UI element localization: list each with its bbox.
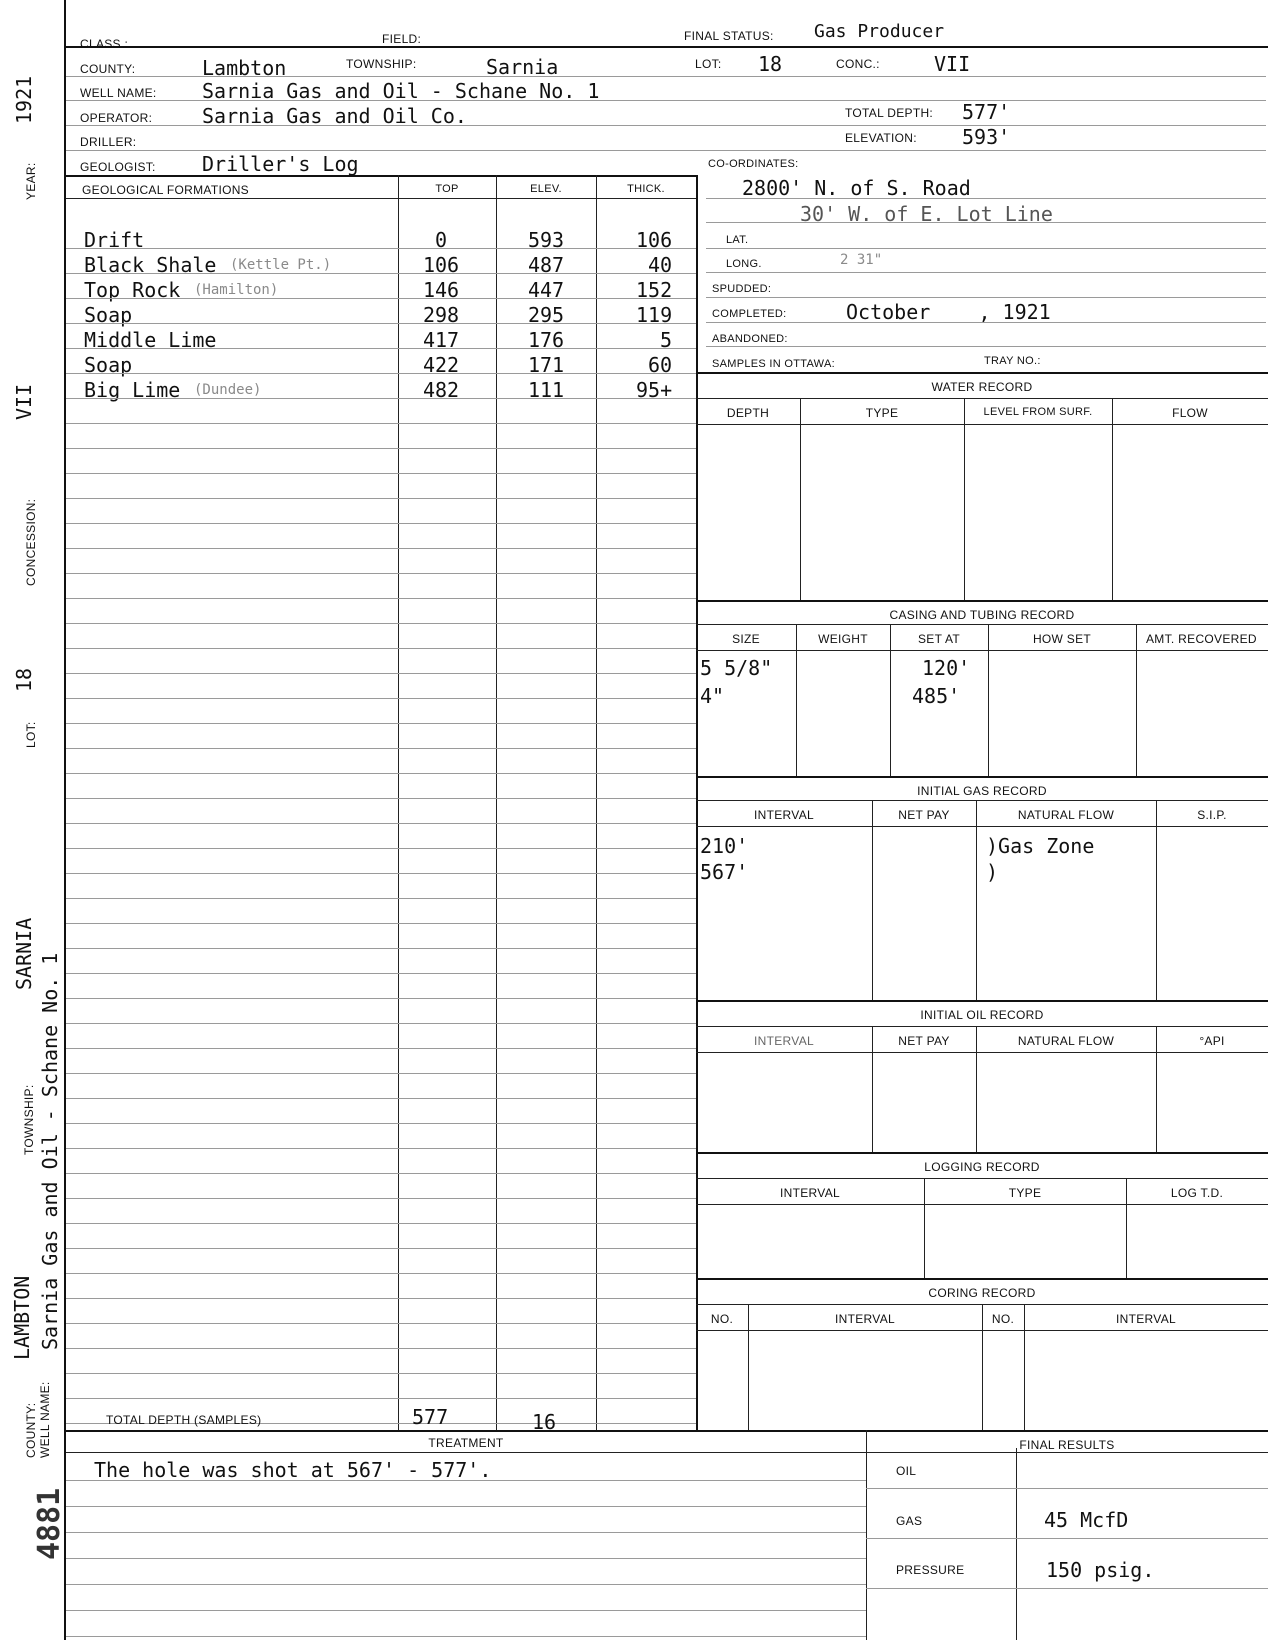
final-results-divider xyxy=(1016,1448,1017,1640)
operator-label: OPERATOR: xyxy=(80,111,153,125)
ruled-line xyxy=(66,448,696,449)
abandoned-label: ABANDONED: xyxy=(712,333,788,345)
ruled-line xyxy=(66,948,696,949)
oil-api-header: °API xyxy=(1199,1034,1225,1048)
ruled-line xyxy=(66,698,696,699)
formations-right-border xyxy=(696,175,698,1430)
total-depth-samples-top: 577 xyxy=(412,1405,449,1429)
formation-top: 482 xyxy=(422,378,460,402)
gas-flow-line-1: )Gas Zone xyxy=(986,834,1095,858)
ruled-line xyxy=(66,1348,696,1349)
well-name-label: WELL NAME: xyxy=(80,86,157,100)
ruled-line xyxy=(66,1173,696,1174)
lot-label: LOT: xyxy=(695,57,722,71)
completed-rule xyxy=(706,322,1266,323)
gas-title-rule xyxy=(696,800,1268,801)
oil-col-1 xyxy=(872,1026,873,1152)
logging-record-title: LOGGING RECORD xyxy=(924,1160,1040,1174)
samples-ottawa-label: SAMPLES IN OTTAWA: xyxy=(712,358,835,370)
oil-top-rule xyxy=(696,1000,1268,1002)
formation-elev: 111 xyxy=(527,378,565,402)
ruled-line xyxy=(66,1198,696,1199)
file-number-stamp: 4881 xyxy=(32,1487,67,1560)
treatment-title: TREATMENT xyxy=(428,1436,504,1450)
gas-col-2 xyxy=(976,800,977,1000)
side-concession: VII xyxy=(12,383,36,420)
gas-flow-line-2: ) xyxy=(986,860,999,884)
formations-header-rule xyxy=(66,198,696,199)
ruled-line xyxy=(66,673,696,674)
ruled-line xyxy=(66,1248,696,1249)
ruled-line xyxy=(66,348,696,349)
elev-header: ELEV. xyxy=(530,183,562,195)
formation-elev: 171 xyxy=(527,353,565,377)
coring-interval-header-2: INTERVAL xyxy=(1116,1312,1176,1326)
township-value: Sarnia xyxy=(486,55,559,79)
completed-label: COMPLETED: xyxy=(712,308,787,320)
gas-interval-header: INTERVAL xyxy=(754,808,814,822)
formation-elev: 176 xyxy=(527,328,565,352)
ruled-line xyxy=(66,648,696,649)
ruled-line xyxy=(66,573,696,574)
ruled-line xyxy=(66,748,696,749)
gas-interval-bottom: 567' xyxy=(700,860,749,884)
ruled-line xyxy=(66,1023,696,1024)
geologist-label: GEOLOGIST: xyxy=(80,160,156,174)
casing-size-header: SIZE xyxy=(732,632,760,646)
oil-title-rule xyxy=(696,1026,1268,1027)
water-type-header: TYPE xyxy=(865,406,899,420)
well-name-value: Sarnia Gas and Oil - Schane No. 1 xyxy=(202,79,600,103)
ruled-line xyxy=(66,373,696,374)
gas-net-pay-header: NET PAY xyxy=(898,808,950,822)
ruled-line xyxy=(66,273,696,274)
coring-no-header-2: NO. xyxy=(991,1312,1015,1326)
final-pressure-label: PRESSURE xyxy=(896,1563,965,1577)
side-lot: 18 xyxy=(12,667,36,692)
ruled-line xyxy=(66,1398,696,1399)
final-gas-rule xyxy=(866,1538,1268,1539)
thick-header: THICK. xyxy=(627,183,665,195)
formation-elev: 447 xyxy=(527,278,565,302)
side-well-name-label: WELL NAME: xyxy=(38,1381,52,1458)
gas-header-rule xyxy=(696,826,1268,827)
ruled-line xyxy=(66,773,696,774)
header-top-rule xyxy=(64,46,1268,48)
ruled-line xyxy=(66,398,696,399)
elevation-value: 593' xyxy=(962,125,1011,149)
casing-amt-header: AMT. RECOVERED xyxy=(1146,632,1257,646)
gas-natural-flow-header: NATURAL FLOW xyxy=(1017,808,1115,822)
lat-label: LAT. xyxy=(726,234,749,246)
county-rule xyxy=(66,76,1266,77)
formation-name: Top Rock xyxy=(84,278,181,302)
coord-rule-2 xyxy=(706,222,1266,223)
casing-title-rule xyxy=(696,624,1268,625)
coring-col-2 xyxy=(982,1304,983,1430)
ruled-line xyxy=(66,1480,866,1481)
well-name-rule xyxy=(66,100,1266,101)
spudded-label: SPUDDED: xyxy=(712,283,772,295)
treatment-header-rule xyxy=(66,1452,1268,1453)
casing-col-2 xyxy=(890,624,891,776)
formation-name: Soap xyxy=(84,353,133,377)
formations-header: GEOLOGICAL FORMATIONS xyxy=(82,183,249,197)
formation-top: 298 xyxy=(422,303,460,327)
formation-note: (Kettle Pt.) xyxy=(230,257,332,273)
ruled-line xyxy=(66,498,696,499)
oil-col-2 xyxy=(976,1026,977,1152)
casing-top-rule xyxy=(696,600,1268,602)
casing-col-3 xyxy=(988,624,989,776)
formation-top: 417 xyxy=(422,328,460,352)
final-pressure-value: 150 psig. xyxy=(1046,1558,1155,1582)
casing-header-rule xyxy=(696,650,1268,651)
casing-col-4 xyxy=(1136,624,1137,776)
formation-name: Drift xyxy=(84,228,145,252)
formation-top: 0 xyxy=(434,228,448,252)
formation-top: 106 xyxy=(422,253,460,277)
ruled-line xyxy=(66,1223,696,1224)
coring-top-rule xyxy=(696,1278,1268,1280)
coordinates-label: CO-ORDINATES: xyxy=(708,158,799,170)
casing-record-title: CASING AND TUBING RECORD xyxy=(889,608,1075,622)
formation-thick: 95+ xyxy=(636,378,673,402)
oil-record-title: INITIAL OIL RECORD xyxy=(920,1008,1044,1022)
ruled-line xyxy=(66,848,696,849)
geologist-value: Driller's Log xyxy=(202,152,359,176)
formation-top: 422 xyxy=(422,353,460,377)
gas-sip-header: S.I.P. xyxy=(1197,808,1227,822)
ruled-line xyxy=(66,1323,696,1324)
formations-bottom-rule xyxy=(66,1430,1268,1432)
coring-no-header-1: NO. xyxy=(710,1312,734,1326)
water-depth-header: DEPTH xyxy=(726,406,770,420)
coring-col-3 xyxy=(1024,1304,1025,1430)
side-county: LAMBTON xyxy=(10,1275,34,1360)
ruled-line xyxy=(66,898,696,899)
logging-title-rule xyxy=(696,1178,1268,1179)
gas-record-title: INITIAL GAS RECORD xyxy=(917,784,1047,798)
coring-record-title: CORING RECORD xyxy=(928,1286,1036,1300)
elevation-label: ELEVATION: xyxy=(845,131,917,145)
long-value: 2 31" xyxy=(840,252,883,268)
ruled-line xyxy=(66,723,696,724)
final-status-label: FINAL STATUS: xyxy=(684,29,774,43)
ruled-line xyxy=(66,1558,866,1559)
total-depth-label: TOTAL DEPTH: xyxy=(845,106,934,120)
lot-value: 18 xyxy=(758,52,783,76)
formation-name: Soap xyxy=(84,303,133,327)
oil-net-pay-header: NET PAY xyxy=(898,1034,950,1048)
top-header: TOP xyxy=(435,183,459,195)
ruled-line xyxy=(66,523,696,524)
side-year: 1921 xyxy=(12,75,36,124)
ruled-line xyxy=(66,1532,866,1533)
logging-header-rule xyxy=(696,1204,1268,1205)
ruled-line xyxy=(66,423,696,424)
ruled-line xyxy=(66,298,696,299)
conc-value: VII xyxy=(934,52,971,76)
ruled-line xyxy=(66,1123,696,1124)
casing-how-set-header: HOW SET xyxy=(1032,632,1092,646)
formation-thick: 40 xyxy=(648,253,673,277)
oil-header-rule xyxy=(696,1052,1268,1053)
water-flow-header: FLOW xyxy=(1172,406,1208,420)
final-pressure-rule xyxy=(866,1588,1268,1589)
side-township: SARNIA xyxy=(12,917,36,990)
ruled-line xyxy=(66,548,696,549)
township-label: TOWNSHIP: xyxy=(346,57,417,71)
water-title-rule xyxy=(696,398,1268,399)
final-results-title: FINAL RESULTS xyxy=(1019,1438,1115,1452)
coring-interval-header-1: INTERVAL xyxy=(835,1312,895,1326)
formation-thick: 60 xyxy=(648,353,673,377)
ruled-line xyxy=(66,1298,696,1299)
ruled-line xyxy=(66,973,696,974)
formation-note: (Dundee) xyxy=(194,382,262,398)
abandoned-rule xyxy=(706,346,1266,347)
oil-natural-flow-header: NATURAL FLOW xyxy=(1017,1034,1115,1048)
casing-weight-header: WEIGHT xyxy=(818,632,868,646)
casing-size-1: 5 5/8" xyxy=(700,656,773,680)
ruled-line xyxy=(66,1048,696,1049)
total-depth-samples-elev: 16 xyxy=(532,1410,557,1434)
gas-col-3 xyxy=(1156,800,1157,1000)
ruled-line xyxy=(66,1373,696,1374)
gas-interval-top: 210' xyxy=(700,834,749,858)
ruled-line xyxy=(66,998,696,999)
logging-type-header: TYPE xyxy=(1008,1186,1042,1200)
water-record-title: WATER RECORD xyxy=(931,380,1033,394)
side-county-label: COUNTY: xyxy=(24,1402,38,1458)
formation-thick: 5 xyxy=(660,328,673,352)
ruled-line xyxy=(66,248,696,249)
side-township-label: TOWNSHIP: xyxy=(22,1084,36,1155)
spudded-rule xyxy=(706,297,1266,298)
final-gas-value: 45 McfD xyxy=(1044,1508,1129,1532)
water-header-rule xyxy=(696,424,1268,425)
logging-log-td-header: LOG T.D. xyxy=(1170,1186,1224,1200)
formation-thick: 119 xyxy=(636,303,673,327)
ruled-line xyxy=(66,1610,866,1611)
ruled-line xyxy=(66,1273,696,1274)
formation-name: Big Lime xyxy=(84,378,181,402)
total-depth-samples-label: TOTAL DEPTH (SAMPLES) xyxy=(106,1413,262,1427)
final-gas-label: GAS xyxy=(896,1514,923,1528)
long-label: LONG. xyxy=(726,258,762,270)
ruled-line xyxy=(66,623,696,624)
casing-set-at-2: 485' xyxy=(912,684,961,708)
ruled-line xyxy=(66,598,696,599)
ruled-line xyxy=(66,798,696,799)
ruled-line xyxy=(66,1073,696,1074)
ruled-line xyxy=(66,873,696,874)
casing-size-2: 4" xyxy=(700,684,725,708)
water-col-2 xyxy=(964,398,965,600)
side-concession-label: CONCESSION: xyxy=(24,498,38,586)
completed-value: October , 1921 xyxy=(846,300,1051,324)
formation-name: Black Shale xyxy=(84,253,217,277)
formation-name: Middle Lime xyxy=(84,328,217,352)
coring-col-1 xyxy=(748,1304,749,1430)
side-well-name: Sarnia Gas and Oil - Schane No. 1 xyxy=(38,952,62,1350)
county-label: COUNTY: xyxy=(80,62,136,76)
logging-col-2 xyxy=(1126,1178,1127,1278)
formations-top-rule xyxy=(66,175,696,177)
water-top-rule xyxy=(696,372,1268,374)
coordinates-line-1: 2800' N. of S. Road xyxy=(742,176,971,200)
left-margin-line xyxy=(64,0,66,1640)
gas-col-1 xyxy=(872,800,873,1000)
formation-elev: 295 xyxy=(527,303,565,327)
col-divider-thick xyxy=(596,175,597,1430)
formation-elev: 487 xyxy=(527,253,565,277)
driller-label: DRILLER: xyxy=(80,135,137,149)
ruled-line xyxy=(66,1098,696,1099)
ruled-line xyxy=(66,923,696,924)
lat-rule xyxy=(706,248,1266,249)
gas-top-rule xyxy=(696,776,1268,778)
logging-top-rule xyxy=(696,1152,1268,1154)
formation-elev: 593 xyxy=(527,228,565,252)
county-value: Lambton xyxy=(202,56,287,80)
formation-thick: 106 xyxy=(636,228,673,252)
total-depth-value: 577' xyxy=(962,100,1011,124)
tray-label: TRAY NO.: xyxy=(984,355,1041,367)
logging-interval-header: INTERVAL xyxy=(780,1186,840,1200)
ruled-line xyxy=(66,1636,866,1637)
water-level-header: LEVEL FROM SURF. xyxy=(983,406,1093,418)
ruled-line xyxy=(66,1148,696,1149)
formation-thick: 152 xyxy=(636,278,673,302)
casing-col-1 xyxy=(796,624,797,776)
final-status-value: Gas Producer xyxy=(814,21,945,42)
treatment-text: The hole was shot at 567' - 577'. xyxy=(94,1458,492,1482)
class-label: CLASS.: xyxy=(80,37,129,51)
side-year-label: YEAR: xyxy=(24,162,38,200)
ruled-line xyxy=(66,1506,866,1507)
side-lot-label: LOT: xyxy=(24,721,38,748)
ruled-line xyxy=(66,473,696,474)
oil-interval-header: INTERVAL xyxy=(754,1034,814,1048)
treatment-divider xyxy=(866,1430,867,1640)
formation-note: (Hamilton) xyxy=(194,282,279,298)
ruled-line xyxy=(66,823,696,824)
conc-label: CONC.: xyxy=(836,57,880,71)
formation-top: 146 xyxy=(422,278,460,302)
operator-value: Sarnia Gas and Oil Co. xyxy=(202,104,467,128)
long-rule xyxy=(706,272,1266,273)
casing-set-at-1: 120' xyxy=(922,656,971,680)
field-label: FIELD: xyxy=(382,32,422,46)
water-col-3 xyxy=(1112,398,1113,600)
casing-set-at-header: SET AT xyxy=(917,632,961,646)
driller-rule xyxy=(66,150,1266,151)
logging-col-1 xyxy=(924,1178,925,1278)
oil-col-3 xyxy=(1156,1026,1157,1152)
coord-rule-1 xyxy=(706,198,1266,199)
ruled-line xyxy=(66,1584,866,1585)
water-col-1 xyxy=(800,398,801,600)
final-oil-label: OIL xyxy=(896,1464,917,1478)
final-oil-rule xyxy=(866,1488,1268,1489)
operator-rule xyxy=(66,125,1266,126)
coordinates-line-2: 30' W. of E. Lot Line xyxy=(800,202,1053,226)
ruled-line xyxy=(66,323,696,324)
